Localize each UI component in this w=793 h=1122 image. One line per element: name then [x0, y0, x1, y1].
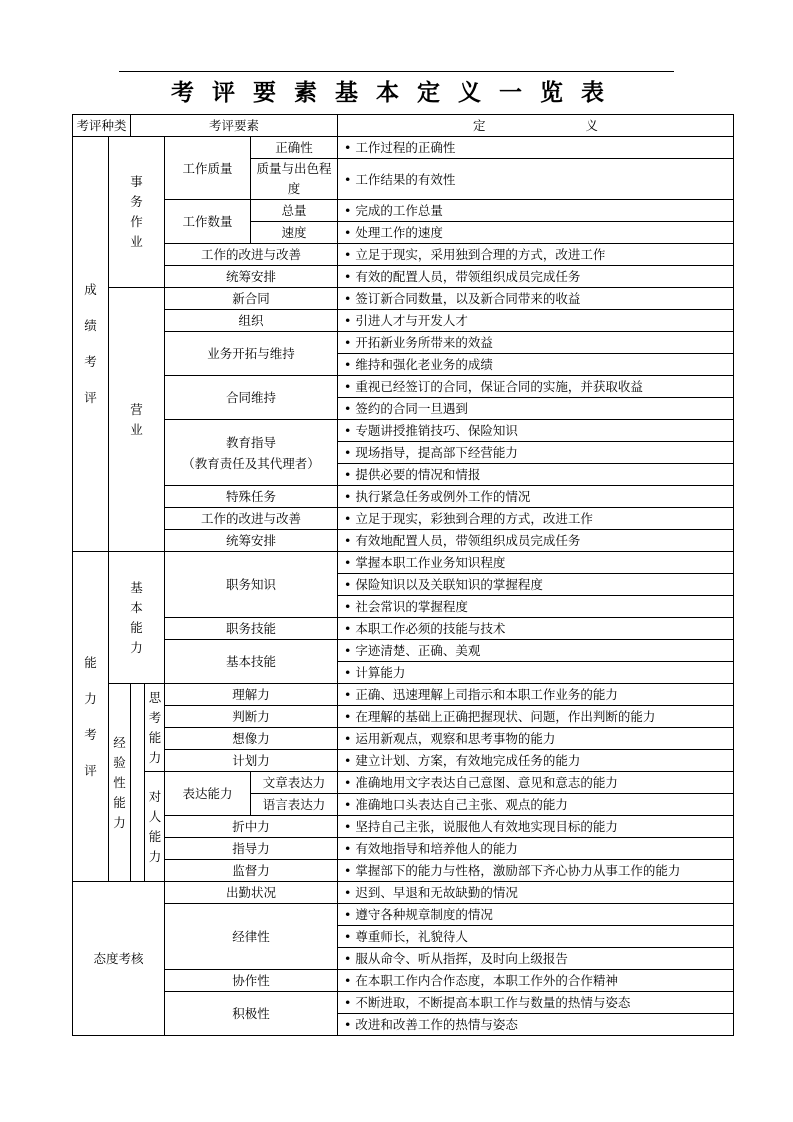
table-row: [73, 486, 734, 508]
definition: • 开拓新业务所带来的效益: [338, 332, 734, 354]
factor-business-development: 业务开拓与维持: [165, 332, 338, 376]
definition: • 在理解的基础上正确把握现状、问题，作出判断的能力: [338, 706, 734, 728]
factor-guidance: 指导力: [165, 838, 338, 860]
definition: • 重视已经签订的合同，保证合同的实施，并获取收益: [338, 376, 734, 398]
factor-supervision: 监督力: [165, 860, 338, 882]
factor-coordination: 统筹安排: [165, 530, 338, 552]
definition: • 保险知识以及关联知识的掌握程度: [338, 574, 734, 596]
factor-quality-excellence: 质量与出色程度: [251, 159, 338, 200]
definition: • 立足于现实，彩独到合理的方式，改进工作: [338, 508, 734, 530]
definition: • 有效地配置人员，带领组织成员完成任务: [338, 530, 734, 552]
definition: • 准确地用文字表达自己意图、意见和意志的能力: [338, 772, 734, 794]
table-row: [73, 728, 734, 750]
factor-cooperation: 协作性: [165, 970, 338, 992]
definition: • 完成的工作总量: [338, 200, 734, 222]
factor-basic-skill: 基本技能: [165, 640, 338, 684]
factor-job-knowledge: 职务知识: [165, 552, 338, 618]
definition: • 掌握本职工作业务知识程度: [338, 552, 734, 574]
title-rule: [119, 71, 674, 72]
definition: • 社会常识的掌握程度: [338, 596, 734, 618]
factor-attendance: 出勤状况: [165, 882, 338, 904]
factor-planning: 计划力: [165, 750, 338, 772]
factor-oral-expression: 语言表达力: [251, 794, 338, 816]
definition: • 专题讲授推销技巧、保险知识: [338, 420, 734, 442]
factor-imagination: 想像力: [165, 728, 338, 750]
definition: • 不断进取，不断提高本职工作与数量的热情与姿态: [338, 992, 734, 1014]
evaluation-table: [72, 114, 734, 1036]
factor-compromise: 折中力: [165, 816, 338, 838]
definition: • 掌握部下的能力与性格，激励部下齐心协力从事工作的能力: [338, 860, 734, 882]
header-type: 考评种类: [73, 115, 131, 137]
definition: • 尊重师长，礼貌待人: [338, 926, 734, 948]
definition: • 在本职工作内合作态度，本职工作外的合作精神: [338, 970, 734, 992]
subcategory-experience-ability: 经验性能力: [109, 684, 131, 882]
table-row: [73, 992, 734, 1014]
table-row: [73, 684, 734, 706]
factor-expression: 表达能力: [165, 772, 251, 816]
table-row: [73, 332, 734, 354]
definition: • 本职工作必须的技能与技术: [338, 618, 734, 640]
factor-improvement: 工作的改进与改善: [165, 244, 338, 266]
factor-coordination: 统筹安排: [165, 266, 338, 288]
table-row: [73, 838, 734, 860]
factor-judgment: 判断力: [165, 706, 338, 728]
table-row: [73, 310, 734, 332]
definition: • 现场指导，提高部下经营能力: [338, 442, 734, 464]
category-ability: 能力考评: [73, 552, 109, 882]
header-row: [73, 115, 734, 137]
category-performance: 成绩考评: [73, 137, 109, 552]
factor-new-contract: 新合同: [165, 288, 338, 310]
table-row: [73, 882, 734, 904]
table-row: [73, 750, 734, 772]
factor-special-task: 特殊任务: [165, 486, 338, 508]
factor-work-quality: 工作质量: [165, 137, 251, 200]
factor-work-quantity: 工作数量: [165, 200, 251, 244]
table-row: [73, 376, 734, 398]
definition: • 签约的合同一旦遇到: [338, 398, 734, 420]
table-row: [73, 137, 734, 159]
table-row: [73, 860, 734, 882]
definition: • 迟到、早退和无故缺勤的情况: [338, 882, 734, 904]
factor-understanding: 理解力: [165, 684, 338, 706]
definition: • 服从命令、听从指挥，及时向上级报告: [338, 948, 734, 970]
definition: • 处理工作的速度: [338, 222, 734, 244]
definition: • 引进人才与开发人才: [338, 310, 734, 332]
subcategory-affairs: 事务作业: [109, 137, 165, 288]
category-attitude: 态度考核: [73, 882, 165, 1036]
group-interpersonal-ability: 对人能力: [145, 772, 165, 882]
subcategory-sales: 营业: [109, 288, 165, 552]
table-row: [73, 266, 734, 288]
table-row: [73, 552, 734, 574]
definition: • 维持和强化老业务的成绩: [338, 354, 734, 376]
table-row: [73, 244, 734, 266]
definition: • 建立计划、方案，有效地完成任务的能力: [338, 750, 734, 772]
definition: • 正确、迅速理解上司指示和本职工作业务的能力: [338, 684, 734, 706]
definition: • 提供必要的情况和情报: [338, 464, 734, 486]
group-thinking-ability: 思考能力: [145, 684, 165, 772]
factor-correctness: 正确性: [251, 137, 338, 159]
factor-organization: 组织: [165, 310, 338, 332]
definition: • 计算能力: [338, 662, 734, 684]
table-row: [73, 420, 734, 442]
factor-improvement: 工作的改进与改善: [165, 508, 338, 530]
definition: • 运用新观点，观察和思考事物的能力: [338, 728, 734, 750]
header-definition: 定 义: [338, 115, 734, 137]
table-row: [73, 904, 734, 926]
table-row: [73, 288, 734, 310]
header-factor: 考评要素: [131, 115, 338, 137]
factor-education-guidance: 教育指导 （教育责任及其代理者）: [165, 420, 338, 486]
factor-job-skill: 职务技能: [165, 618, 338, 640]
table-row: [73, 706, 734, 728]
table-row: [73, 816, 734, 838]
definition: • 工作结果的有效性: [338, 159, 734, 200]
table-row: [73, 772, 734, 794]
definition: • 坚持自己主张，说服他人有效地实现目标的能力: [338, 816, 734, 838]
definition: • 改进和改善工作的热情与姿态: [338, 1014, 734, 1036]
factor-written-expression: 文章表达力: [251, 772, 338, 794]
definition: • 工作过程的正确性: [338, 137, 734, 159]
definition: • 签订新合同数量，以及新合同带来的收益: [338, 288, 734, 310]
definition: • 字迹清楚、正确、美观: [338, 640, 734, 662]
factor-speed: 速度: [251, 222, 338, 244]
definition: • 遵守各种规章制度的情况: [338, 904, 734, 926]
factor-contract-maintenance: 合同维持: [165, 376, 338, 420]
definition: • 准确地口头表达自己主张、观点的能力: [338, 794, 734, 816]
table-row: [73, 970, 734, 992]
table-row: [73, 200, 734, 222]
subcategory-basic-ability: 基本能力: [109, 552, 165, 684]
page-title: 考评要素基本定义一览表: [171, 80, 622, 106]
spacer: [131, 684, 145, 882]
factor-total: 总量: [251, 200, 338, 222]
table-row: [73, 618, 734, 640]
factor-initiative: 积极性: [165, 992, 338, 1036]
definition: • 有效的配置人员，带领组织成员完成任务: [338, 266, 734, 288]
definition: • 立足于现实，采用独到合理的方式，改进工作: [338, 244, 734, 266]
table-row: [73, 508, 734, 530]
definition: • 有效地指导和培养他人的能力: [338, 838, 734, 860]
table-row: [73, 530, 734, 552]
factor-discipline: 经律性: [165, 904, 338, 970]
table-row: [73, 640, 734, 662]
definition: • 执行紧急任务或例外工作的情况: [338, 486, 734, 508]
